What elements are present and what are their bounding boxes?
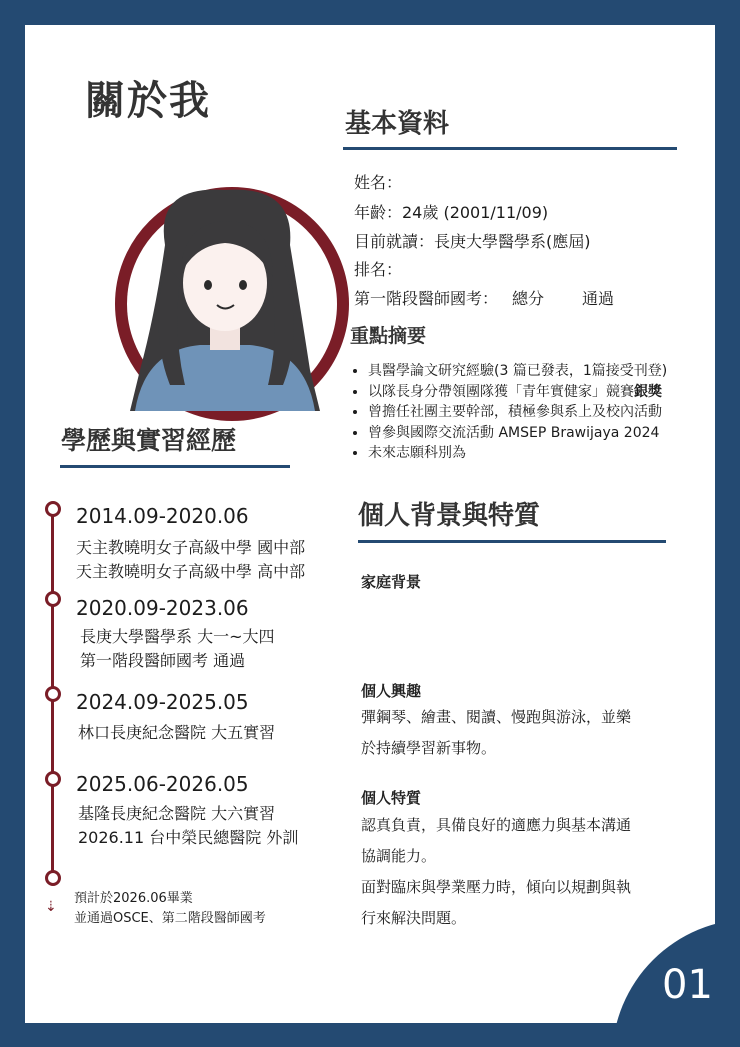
- summary-item: • 以隊長身分帶領團隊獲「青年實健家」競賽銀獎: [368, 382, 667, 403]
- summary-item: • 曾參與國際交流活動 AMSEP Brawijaya 2024: [368, 423, 667, 444]
- summary-item: • 具醫學論文研究經驗(3 篇已發表，1篇接受刊登): [368, 361, 667, 382]
- interest-text: 彈鋼琴、繪畫、閱讀、慢跑與游泳，並樂 於持續學習新事物。: [361, 708, 632, 757]
- timeline-date: 2014.09-2020.06: [76, 504, 249, 528]
- education-heading: 學歷與實習經歷: [61, 426, 237, 455]
- basic-info-divider: [343, 147, 677, 150]
- exam-label: 第一階段醫師國考：: [354, 289, 499, 308]
- exam-line: [354, 286, 614, 309]
- summary-list: [352, 361, 667, 464]
- timeline-date: 2025.06-2026.05: [76, 772, 249, 796]
- page-title: 關於我: [85, 78, 211, 124]
- timeline-detail: 基隆長庚紀念醫院 大六實習 2026.11 台中榮民總醫院 外訓: [78, 804, 299, 847]
- summary-item: • 未來志願科別為: [368, 443, 667, 464]
- summary-item: • 曾擔任社團主要幹部，積極參與系上及校內活動: [368, 402, 667, 423]
- exam-score-label: 總分: [512, 289, 545, 308]
- trait-text: 認真負責，具備良好的適應力與基本溝通 協調能力。 面對臨床與學業壓力時，傾向以規劃與執 行來解決問題。: [361, 816, 632, 927]
- timeline-date: 2024.09-2025.05: [76, 690, 249, 714]
- timeline-node: [45, 870, 61, 886]
- timeline-node: [45, 686, 61, 702]
- timeline-date: 2020.09-2023.06: [76, 596, 249, 620]
- timeline-node: [45, 591, 61, 607]
- timeline-node: [45, 501, 61, 517]
- graduation-note: 預計於2026.06畢業 並通過OSCE、第二階段醫師國考: [74, 891, 266, 926]
- rank-line: 排名：: [354, 260, 403, 279]
- background-heading: 個人背景與特質: [358, 501, 541, 531]
- avatar: [125, 185, 325, 411]
- timeline-detail: 長庚大學醫學系 大一~大四 第一階段醫師國考 通過: [80, 627, 275, 670]
- resume-page: [25, 25, 715, 1023]
- education-divider: [60, 465, 290, 468]
- background-divider: [358, 540, 666, 543]
- basic-info-heading: 基本資料: [345, 109, 450, 139]
- interest-heading: 個人興趣: [361, 682, 422, 700]
- trait-heading: 個人特質: [361, 789, 422, 807]
- timeline-arrow-icon: ⇣: [45, 899, 57, 915]
- family-heading: 家庭背景: [361, 573, 422, 591]
- timeline-detail: 天主教曉明女子高級中學 國中部 天主教曉明女子高級中學 高中部: [76, 538, 306, 581]
- school-line: 目前就讀：長庚大學醫學系(應屆): [354, 232, 591, 251]
- timeline-detail: 林口長庚紀念醫院 大五實習: [78, 723, 276, 742]
- age-line: 年齡：24歲 (2001/11/09): [354, 203, 549, 222]
- timeline-node: [45, 771, 61, 787]
- name-line: 姓名：: [354, 173, 403, 192]
- exam-result: 通過: [582, 289, 615, 308]
- summary-heading: 重點摘要: [350, 325, 427, 347]
- page-number: 01: [662, 962, 713, 1008]
